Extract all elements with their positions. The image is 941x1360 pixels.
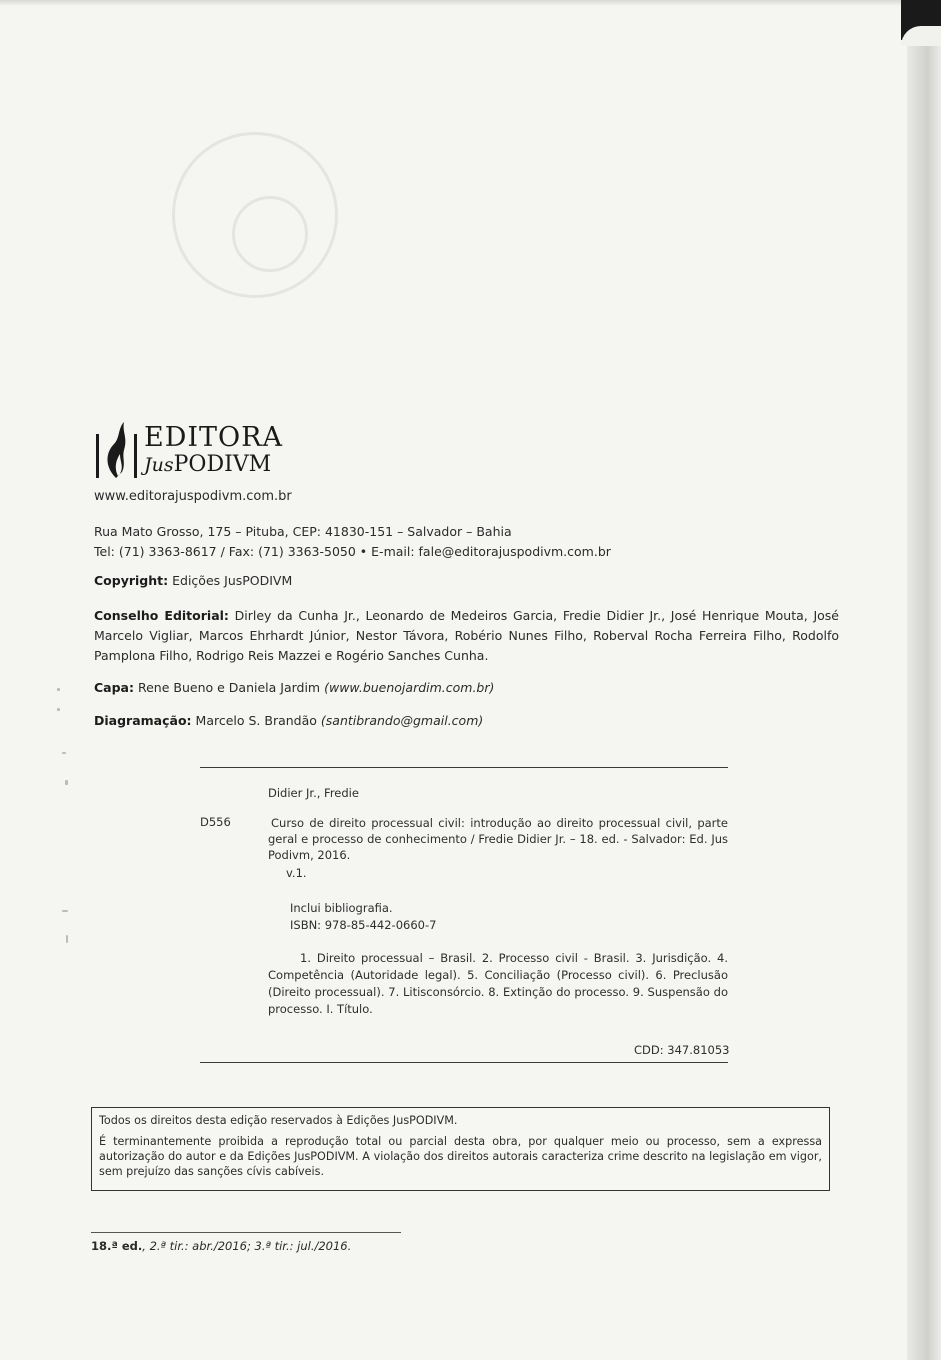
catalog-code: D556 xyxy=(200,815,231,829)
cover-credit: Capa: Rene Bueno e Daniela Jardim (www.buenojardim.com.br) xyxy=(94,680,495,695)
catalog-top-rule xyxy=(200,767,728,768)
rights-line-1: Todos os direitos desta edição reservados à Edições JusPODIVM. xyxy=(99,1114,458,1127)
edition-info: 18.ª ed., 2.ª tir.: abr./2016; 3.ª tir.: jul./2016. xyxy=(91,1239,352,1253)
publisher-website: www.editorajuspodivm.com.br xyxy=(94,489,292,504)
logo-editora: EDITORA xyxy=(144,422,283,453)
rights-line-2: É terminantemente proibida a reprodução total ou parcial desta obra, por qualquer meio ou processo, sem a expressa autorização do autor e da Edições JusPODIVM. A violação dos direitos autorais caracteriza crime descrito na legislação em vigor, sem prejuízo das sanções cívis cabíveis. xyxy=(99,1135,822,1178)
copyright-line: Copyright: Edições JusPODIVM xyxy=(94,573,293,588)
speck xyxy=(62,752,66,754)
speck xyxy=(66,935,68,943)
speck xyxy=(57,688,60,691)
catalog-bottom-rule xyxy=(200,1062,728,1063)
flame-logo-icon xyxy=(94,420,142,482)
page-corner-shadow xyxy=(901,0,941,40)
page-edge-top xyxy=(0,0,941,6)
speck xyxy=(57,708,60,711)
speck xyxy=(65,780,68,785)
catalog-bibliography: Inclui bibliografia. ISBN: 978-85-442-0660-7 xyxy=(290,901,437,932)
catalog-volume: v.1. xyxy=(286,866,307,880)
publisher-address: Rua Mato Grosso, 175 – Pituba, CEP: 41830-151 – Salvador – Bahia Tel: (71) 3363-8617 / Fax: (71) 3363-5050 • E-mail: fale@editorajuspodivm.com.br xyxy=(94,524,611,559)
publisher-logo xyxy=(94,420,283,482)
page-edge-right xyxy=(907,0,941,1360)
rights-notice xyxy=(91,1107,830,1191)
catalog-author: Didier Jr., Fredie xyxy=(268,786,359,800)
catalog-description: Curso de direito processual civil: introdução ao direito processual civil, parte geral e processo de conhecimento / Fredie Didier Jr. – 18. ed. - Salvador: Ed. Jus Podivm, 2016. xyxy=(268,816,728,862)
catalog-cdd: CDD: 347.81053 xyxy=(634,1043,730,1057)
logo-juspodivm: JusPODIVM xyxy=(144,452,272,477)
speck xyxy=(62,910,68,912)
layout-credit: Diagramação: Marcelo S. Brandão (santibrando@gmail.com) xyxy=(94,713,484,728)
bleed-through-circle-inner xyxy=(232,196,308,272)
edition-rule xyxy=(91,1232,401,1233)
catalog-subjects: 1. Direito processual – Brasil. 2. Processo civil - Brasil. 3. Jurisdição. 4. Competência (Autoridade legal). 5. Conciliação (Processo civil). 6. Preclusão (Direito processual). 7. Litisconsórcio. 8. Extinção do processo. 9. Suspensão do processo. I. Título. xyxy=(268,951,728,1016)
editorial-board: Conselho Editorial: Dirley da Cunha Jr., Leonardo de Medeiros Garcia, Fredie Didier Jr., José Henrique Mouta, José Marcelo Vigliar, Marcos Ehrhardt Júnior, Nestor Távora, Robério Nunes Filho, Roberval Rocha Ferreira Filho, Rodolfo Pamplona Filho, Rodrigo Reis Mazzei e Rogério Sanches Cunha. xyxy=(94,608,839,663)
